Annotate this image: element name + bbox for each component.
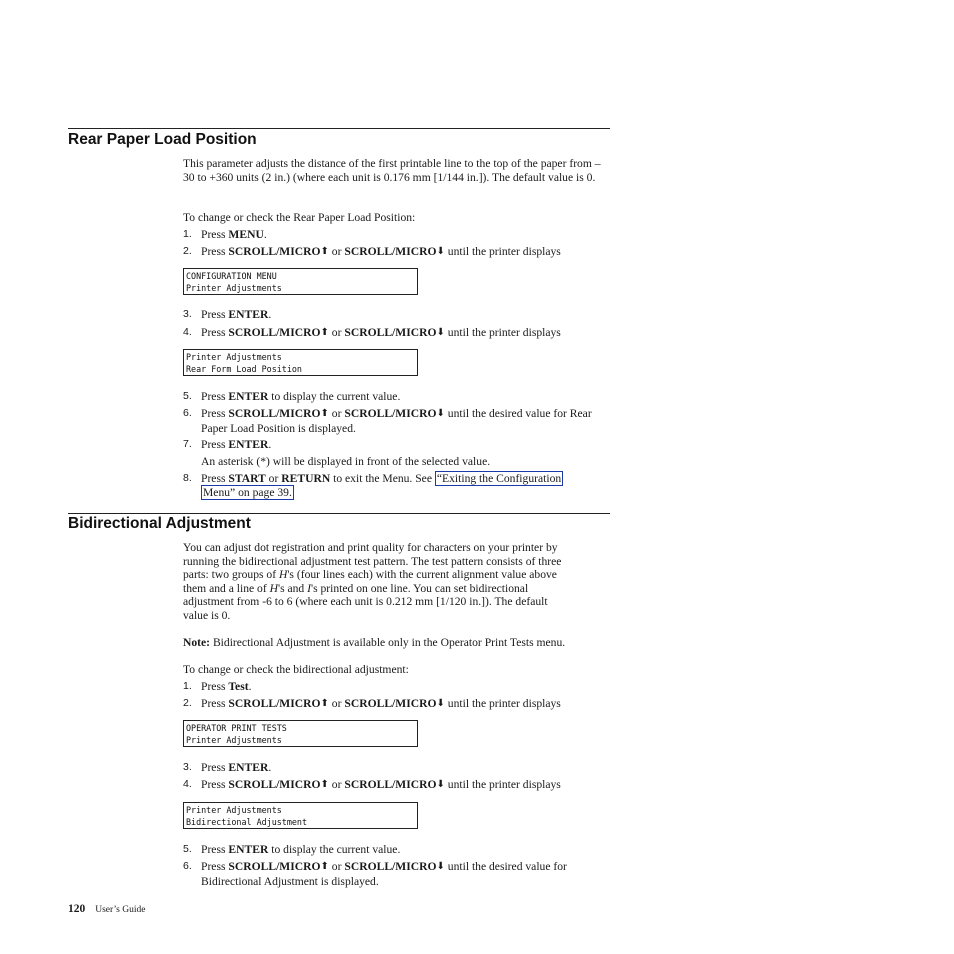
lcd-display [183,802,418,829]
lcd-display [183,720,418,747]
step-item: 2. Press SCROLL/MICRO⬆ or SCROLL/MICRO⬇ until the printer displays [183,697,561,710]
step-item: 8. Press START or RETURN to exit the Menu. See “Exiting the Configuration [183,472,562,485]
step-number: 3. [183,308,192,320]
step-item: 1. Press MENU. [183,228,267,241]
step-number: 3. [183,761,192,773]
step-item: 4. Press SCROLL/MICRO⬆ or SCROLL/MICRO⬇ until the printer displays [183,778,561,791]
up-arrow-icon: ⬆ [320,779,329,790]
lcd-line-1: CONFIGURATION MENU [186,271,277,281]
step-item: 5. Press ENTER to display the current value. [183,843,401,856]
down-arrow-icon: ⬇ [436,779,445,790]
lcd-line-2: Rear Form Load Position [186,363,302,374]
step-item: 5. Press ENTER to display the current value. [183,390,401,403]
down-arrow-icon: ⬇ [436,861,445,872]
step-item: 6. Press SCROLL/MICRO⬆ or SCROLL/MICRO⬇ until the desired value for Rear Paper Load Position is displayed. [183,407,592,435]
up-arrow-icon: ⬆ [320,327,329,338]
step-item: 4. Press SCROLL/MICRO⬆ or SCROLL/MICRO⬇ until the printer displays [183,326,561,339]
cross-reference-link[interactable]: “Exiting the Configuration [436,472,562,485]
page-footer [68,903,145,915]
lcd-display [183,268,418,295]
section-heading-rear-paper-load: Rear Paper Load Position [68,131,257,148]
lcd-line-1: OPERATOR PRINT TESTS [186,723,287,733]
lcd-line-2: Printer Adjustments [186,734,282,745]
step-item: 3. Press ENTER. [183,308,272,321]
step-number: 6. [183,407,192,419]
step-number: 2. [183,245,192,257]
key-menu: MENU [228,228,264,241]
intro-paragraph: This parameter adjusts the distance of the first printable line to the top of the paper from –30 to +360 units (2 in.) (where each unit is 0.176 mm [1/144 in.]). The default value is 0. [183,157,601,184]
section-rule [68,128,610,129]
step-number: 1. [183,228,192,240]
up-arrow-icon: ⬆ [320,408,329,419]
book-title: User’s Guide [95,905,146,915]
step-item: 7. Press ENTER. [183,438,272,451]
step-item: 2. Press SCROLL/MICRO⬆ or SCROLL/MICRO⬇ until the printer displays [183,245,561,258]
step-note: An asterisk (*) will be displayed in front of the selected value. [201,455,491,468]
step-number: 4. [183,778,192,790]
step-number: 5. [183,843,192,855]
cross-reference-link[interactable]: Menu” on page 39. [203,486,292,499]
intro-paragraph: You can adjust dot registration and print quality for characters on your printer by running the bidirectional adjustment test pattern. The test pattern consists of three parts: two groups of H's (four lines each) with the current alignment value above them and a line of H's and I's printed on one line. You can set bidirectional adjustment from -6 to 6 (where each unit is 0.212 mm [1/120 in.]). The default value is 0. [183,541,562,622]
procedure-lead: To change or check the bidirectional adjustment: [183,663,409,676]
down-arrow-icon: ⬇ [436,327,445,338]
lcd-line-1: Printer Adjustments [186,352,282,362]
procedure-lead: To change or check the Rear Paper Load Position: [183,211,416,224]
step-number: 6. [183,860,192,872]
up-arrow-icon: ⬆ [320,861,329,872]
down-arrow-icon: ⬇ [436,698,445,709]
step-number: 5. [183,390,192,402]
lcd-line-2: Bidirectional Adjustment [186,816,308,827]
up-arrow-icon: ⬆ [320,698,329,709]
down-arrow-icon: ⬇ [436,246,445,257]
section-heading-bidirectional: Bidirectional Adjustment [68,515,251,532]
section-rule [68,513,610,514]
lcd-line-2: Printer Adjustments [186,282,282,293]
step-number: 4. [183,326,192,338]
step-number: 7. [183,438,192,450]
step-number: 8. [183,472,192,484]
note: Note: Bidirectional Adjustment is available only in the Operator Print Tests menu. [183,636,566,649]
step-number: 2. [183,697,192,709]
page-number: 120 [68,903,86,915]
step-continuation [183,486,611,500]
down-arrow-icon: ⬇ [436,408,445,419]
note-label: Note: [183,636,211,649]
step-item: 6. Press SCROLL/MICRO⬆ or SCROLL/MICRO⬇ until the desired value for Bidirectional Adjustment is displayed. [183,860,567,888]
lcd-line-1: Printer Adjustments [186,805,282,815]
step-item: 1. Press Test. [183,680,252,693]
lcd-display [183,349,418,376]
step-item: 3. Press ENTER. [183,761,272,774]
step-number: 1. [183,680,192,692]
up-arrow-icon: ⬆ [320,246,329,257]
